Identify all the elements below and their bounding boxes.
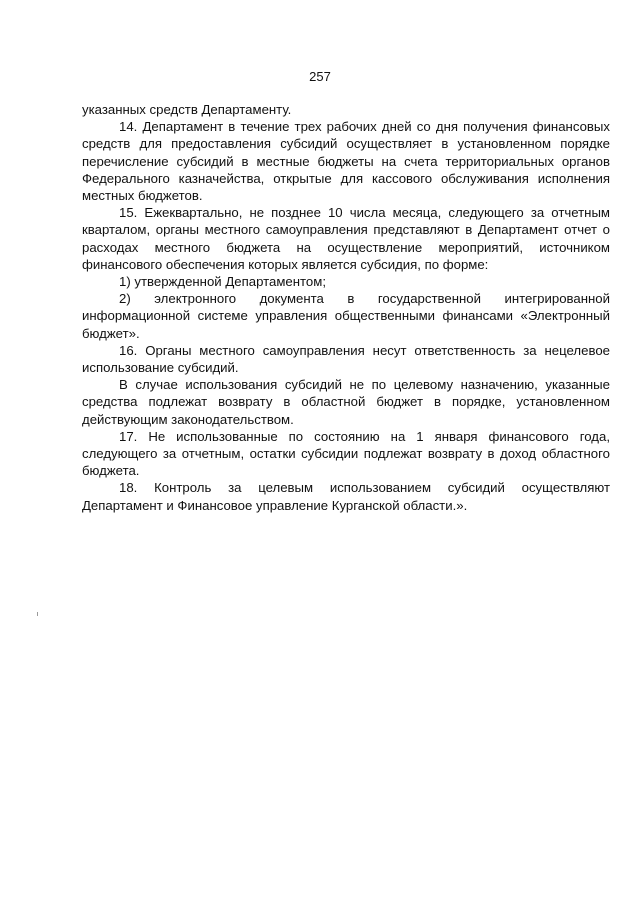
paragraph-item-16: 16. Органы местного самоуправления несут ответственность за нецелевое использование субсидий. [82, 342, 610, 376]
paragraph-item-18: 18. Контроль за целевым использованием субсидий осуществляют Департамент и Финансовое управление Курганской области.». [82, 480, 610, 513]
page-number: 257 [309, 69, 331, 84]
paragraph-misuse-case: В случае использования субсидий не по целевому назначению, указанные средства подлежат возврату в областной бюджет в порядке, установленном действующим законодательством. [82, 377, 610, 427]
paragraph-continuation: указанных средств Департаменту. [82, 102, 292, 117]
paragraph-subitem-2: 2) электронного документа в государственной интегрированной информационной системе управления общественными финансами «Электронный бюджет». [82, 291, 610, 341]
paragraph-item-14: 14. Департамент в течение трех рабочих дней со дня получения финансовых средств для предоставления субсидий осуществляет в установленном порядке перечисление субсидий в местные бюджеты на счета территориальных органов Федерального казначейства, открытые для кассового обслуживания исполнения местных бюджетов. [82, 119, 610, 204]
scan-margin-mark [37, 612, 38, 616]
document-body [82, 101, 610, 514]
paragraph-item-17: 17. Не использованные по состоянию на 1 января финансового года, следующего за отчетным, остатки субсидии подлежат возврату в доход областного бюджета. [82, 428, 610, 479]
paragraph-subitem-1: 1) утвержденной Департаментом; [119, 274, 326, 290]
paragraph-item-15: 15. Ежеквартально, не позднее 10 числа месяца, следующего за отчетным кварталом, органы местного самоуправления представляют в Департамент отчет о расходах местного бюджета на осуществление мероприятий, источником финансового обеспечения которых является субсидия, по форме: [82, 205, 610, 272]
